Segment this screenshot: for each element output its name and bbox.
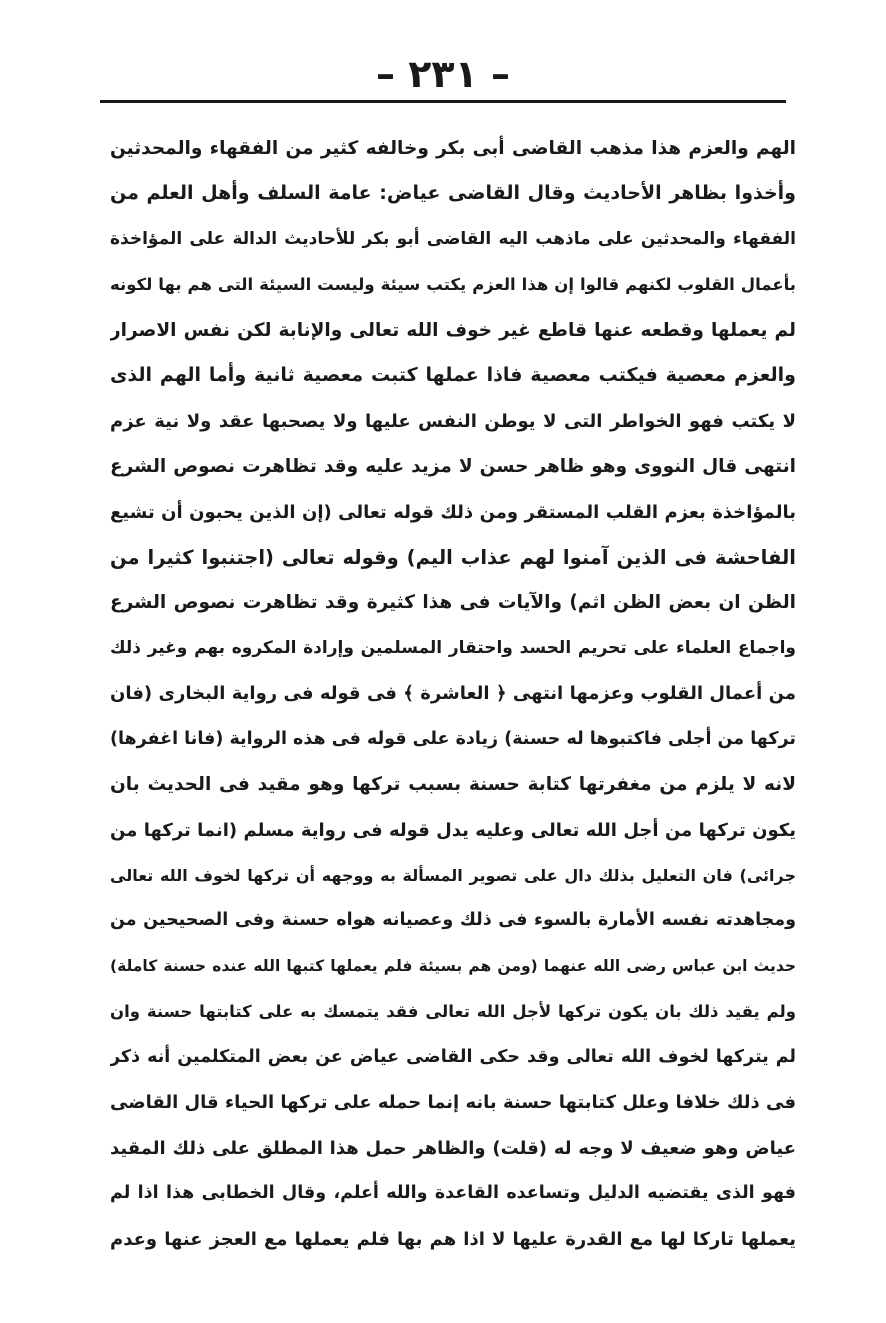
text-line: فى ذلك خلافا وعلل كتابتها حسنة بانه إنما حمله على تركها الحياء قال القاضى <box>110 1092 796 1114</box>
text-line: بالمؤاخذة بعزم القلب المستقر ومن ذلك قوله تعالى (إن الذين يحبون أن تشيع <box>110 501 796 523</box>
text-line: عياض وهو ضعيف لا وجه له (قلت) والظاهر حمل هذا المطلق على ذلك المقيد <box>110 1137 796 1159</box>
text-line: يكون تركها من أجل الله تعالى وعليه يدل قوله فى رواية مسلم (انما تركها من <box>110 819 796 841</box>
text-line: واجماع العلماء على تحريم الحسد واحتقار المسلمين وإرادة المكروه بهم وغير ذلك <box>110 637 796 658</box>
text-line: لم يعملها وقطعه عنها قاطع غير خوف الله تعالى والإنابة لكن نفس الاصرار <box>110 319 796 341</box>
text-line: وأخذوا بظاهر الأحاديث وقال القاضى عياض: عامة السلف وأهل العلم من <box>110 182 796 205</box>
text-line: ومجاهدته نفسه الأمارة بالسوء فى ذلك وعصيانه هواه حسنة وفى الصحيحين من <box>110 910 796 931</box>
text-line: الفاحشة فى الذين آمنوا لهم عذاب اليم) وقوله تعالى (اجتنبوا كثيرا من <box>110 545 796 569</box>
text-line: جرائى) فان التعليل بذلك دال على تصوير المسألة به ووجهه أن تركها لخوف الله تعالى <box>110 866 796 885</box>
text-line: فهو الذى يقتضيه الدليل وتساعده القاعدة والله أعلم، وقال الخطابى هذا اذا لم <box>110 1183 796 1204</box>
text-line: والعزم معصية فيكتب معصية فاذا عملها كتبت معصية ثانية وأما الهم الذى <box>110 364 796 387</box>
text-line: الهم والعزم هذا مذهب القاضى أبى بكر وخالفه كثير من الفقهاء والمحدثين <box>110 138 796 159</box>
text-line: لا يكتب فهو الخواطر التى لا يوطن النفس عليها ولا يصحبها عقد ولا نية عزم <box>110 410 796 432</box>
text-line: لانه لا يلزم من مغفرتها كتابة حسنة بسبب تركها وهو مقيد فى الحديث بان <box>110 774 796 796</box>
page-header <box>100 52 786 108</box>
header-rule <box>100 100 786 103</box>
text-line: يعملها تاركا لها مع القدرة عليها لا اذا هم بها فلم يعملها مع العجز عنها وعدم <box>110 1228 796 1250</box>
text-line: بأعمال القلوب لكنهم قالوا إن هذا العزم يكتب سيئة وليست السيئة التى هم بها لكونه <box>110 275 796 295</box>
text-line: انتهى قال النووى وهو ظاهر حسن لا مزيد عليه وقد تظاهرت نصوص الشرع <box>110 456 796 478</box>
text-line: تركها من أجلى فاكتبوها له حسنة) زيادة على قوله فى هذه الرواية (فانا اغفرها) <box>110 728 796 749</box>
page-number: – ٢٣١ – <box>375 52 511 96</box>
text-line: ولم يقيد ذلك بان يكون تركها لأجل الله تعالى فقد يتمسك به على كتابتها حسنة وان <box>110 1002 796 1022</box>
text-line: من أعمال القلوب وعزمها انتهى ﴿ العاشرة ﴾ فى قوله فى رواية البخارى (فان <box>110 683 796 705</box>
text-line: حديث ابن عباس رضى الله عنهما (ومن هم بسيئة فلم يعملها كتبها الله عنده حسنة كاملة) <box>110 956 796 975</box>
body-text <box>110 126 796 1262</box>
text-line: الفقهاء والمحدثين على ماذهب اليه القاضى أبو بكر للأحاديث الدالة على المؤاخذة <box>110 228 796 249</box>
text-line: لم يتركها لخوف الله تعالى وقد حكى القاضى عياض عن بعض المتكلمين أنه ذكر <box>110 1046 796 1067</box>
text-line: الظن ان بعض الظن اثم) والآيات فى هذا كثيرة وقد تظاهرت نصوص الشرع <box>110 592 796 614</box>
